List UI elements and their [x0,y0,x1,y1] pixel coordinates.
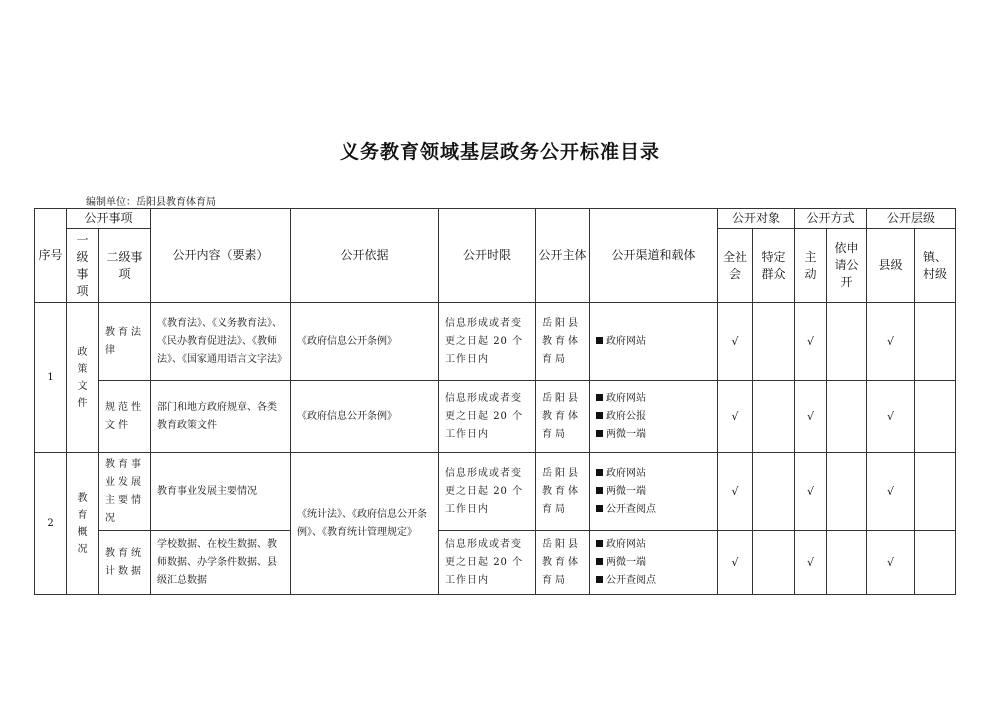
check-level-county: √ [867,453,915,531]
header-level-town: 镇、村级 [915,229,956,303]
square-bullet-icon [596,558,603,565]
row-subject: 岳阳县教育体育局 [536,453,590,531]
check-method-active: √ [795,453,827,531]
channel-item [596,572,711,590]
row-level2: 教育法律 [99,303,151,381]
empty-method-request [827,381,867,453]
header-seq [35,209,67,303]
row-content: 《教育法》、《义务教育法》、《民办教育促进法》、《教师法》、《国家通用语言文字法》 [151,303,291,381]
row-seq: 1 [35,303,67,453]
header-audience-all: 全社会 [718,229,753,303]
channel-label: 政府网站 [606,335,647,347]
check-method-active: √ [795,531,827,595]
row-content: 教育事业发展主要情况 [151,453,291,531]
square-bullet-icon [596,540,603,547]
empty-audience-specific [753,381,795,453]
square-bullet-icon [596,337,603,344]
table-row [35,303,956,381]
row-channels [590,531,718,595]
row-time-limit: 信息形成或者变更之日起 20 个工作日内 [439,531,536,595]
check-audience-all: √ [718,381,753,453]
channel-item [596,501,711,519]
channel-item [596,554,711,572]
check-audience-all: √ [718,303,753,381]
row-channels [590,303,718,381]
header-method-active: 主动 [795,229,827,303]
channel-label: 政府网站 [606,392,647,404]
header-basis: 公开依据 [291,209,439,303]
check-level-county: √ [867,303,915,381]
row-subject: 岳阳县教育体育局 [536,531,590,595]
table-row [35,531,956,595]
channel-label: 两微一端 [606,428,647,440]
check-method-active: √ [795,303,827,381]
row-channels [590,381,718,453]
empty-method-request [827,303,867,381]
row-level2: 教育统计数据 [99,531,151,595]
empty-audience-specific [753,453,795,531]
empty-method-request [827,453,867,531]
check-audience-all: √ [718,531,753,595]
channel-item [596,536,711,554]
channel-item [596,483,711,501]
header-audience-specific: 特定群众 [753,229,795,303]
row-basis: 《政府信息公开条例》 [291,303,439,381]
channel-label: 政府网站 [606,538,647,550]
square-bullet-icon [596,505,603,512]
check-method-active: √ [795,381,827,453]
check-audience-all: √ [718,453,753,531]
empty-level-town [915,381,956,453]
empty-level-town [915,531,956,595]
header-seq-label: 序号 [38,248,63,262]
row-level1: 政策文件 [67,303,99,453]
page-title: 义务教育领域基层政务公开标准目录 [339,141,660,163]
empty-audience-specific [753,531,795,595]
row-content: 学校数据、在校生数据、教师数据、办学条件数据、县级汇总数据 [151,531,291,595]
square-bullet-icon [596,576,603,583]
empty-level-town [915,453,956,531]
row-channels [590,453,718,531]
header-method: 公开方式 [795,209,867,229]
header-level-county: 县级 [867,229,915,303]
header-content: 公开内容（要素） [151,209,291,303]
square-bullet-icon [596,430,603,437]
empty-audience-specific [753,303,795,381]
catalog-table [34,208,956,595]
square-bullet-icon [596,487,603,494]
channel-item [596,408,711,426]
channel-label: 政府网站 [606,467,647,479]
row-level1: 教育概况 [67,453,99,595]
empty-method-request [827,531,867,595]
channel-item [596,390,711,408]
row-subject: 岳阳县教育体育局 [536,381,590,453]
header-time-limit: 公开时限 [439,209,536,303]
row-subject: 岳阳县教育体育局 [536,303,590,381]
row-basis: 《政府信息公开条例》 [291,381,439,453]
row-level2: 教育事业发展主要情况 [99,453,151,531]
row-content: 部门和地方政府规章、各类教育政策文件 [151,381,291,453]
header-channel: 公开渠道和载体 [590,209,718,303]
header-level: 公开层级 [867,209,956,229]
channel-item [596,333,711,351]
channel-item [596,426,711,444]
check-level-county: √ [867,381,915,453]
header-matters: 公开事项 [67,209,151,229]
row-time-limit: 信息形成或者变更之日起 20 个工作日内 [439,381,536,453]
square-bullet-icon [596,394,603,401]
channel-label: 两微一端 [606,485,647,497]
header-level2: 二级事项 [99,229,151,303]
row-basis: 《统计法》、《政府信息公开条例》、《教育统计管理规定》 [291,453,439,595]
row-level2: 规范性文件 [99,381,151,453]
channel-label: 公开查阅点 [606,503,657,515]
header-subject: 公开主体 [536,209,590,303]
header-method-request: 依申请公开 [827,229,867,303]
empty-level-town [915,303,956,381]
table-row [35,381,956,453]
channel-label: 公开查阅点 [606,574,657,586]
channel-item [596,465,711,483]
row-time-limit: 信息形成或者变更之日起 20 个工作日内 [439,303,536,381]
square-bullet-icon [596,469,603,476]
header-level1: 一级事项 [67,229,99,303]
compiling-unit: 编制单位：岳阳县教育体育局 [86,197,216,208]
row-time-limit: 信息形成或者变更之日起 20 个工作日内 [439,453,536,531]
header-audience: 公开对象 [718,209,795,229]
channel-label: 政府公报 [606,410,647,422]
square-bullet-icon [596,412,603,419]
check-level-county: √ [867,531,915,595]
row-seq: 2 [35,453,67,595]
channel-label: 两微一端 [606,556,647,568]
table-row [35,453,956,531]
